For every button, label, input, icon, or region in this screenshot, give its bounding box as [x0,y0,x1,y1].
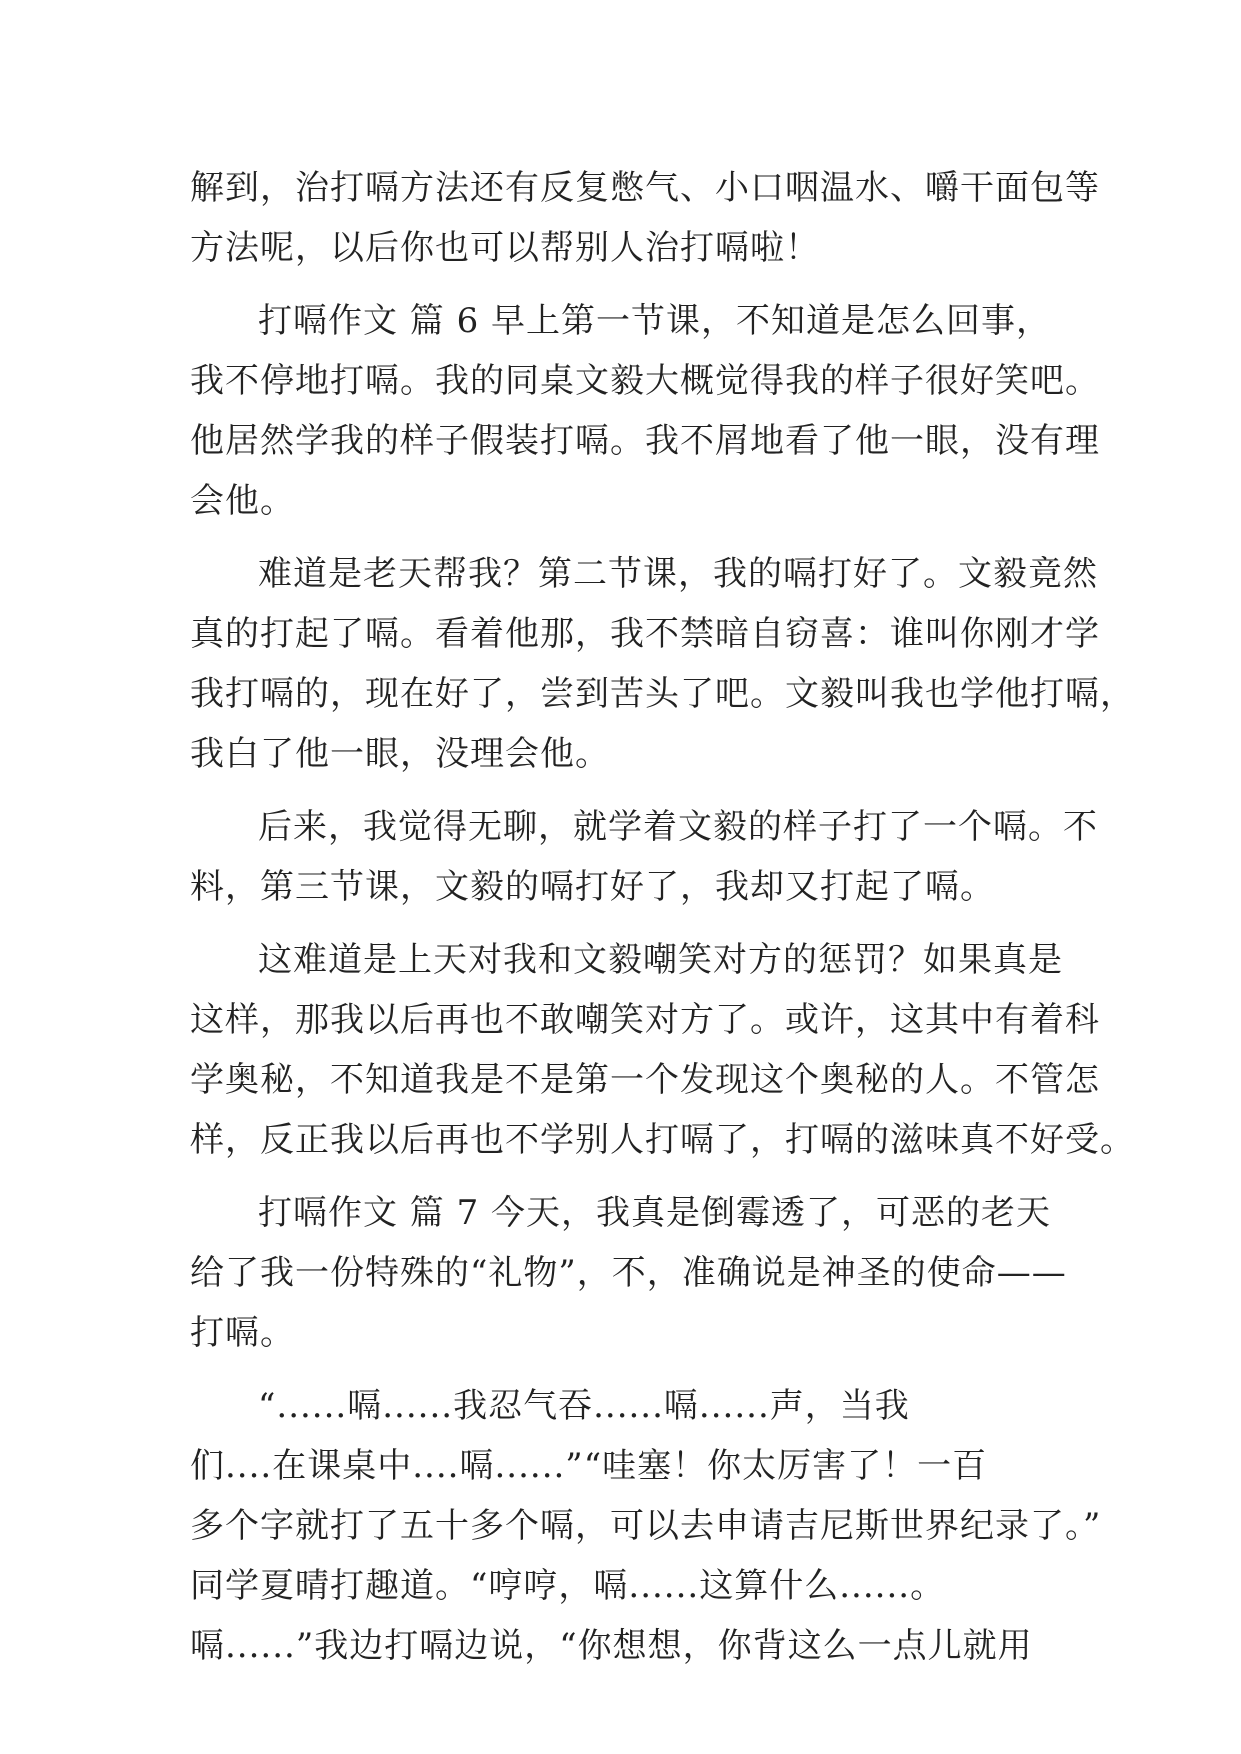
text-line: 解到，治打嗝方法还有反复憋气、小口咽温水、嚼干面包等 [190,168,1100,208]
text-line: 真的打起了嗝。看着他那，我不禁暗自窃喜：谁叫你刚才学 [190,614,1100,654]
text-line: 他居然学我的样子假装打嗝。我不屑地看了他一眼，没有理 [190,421,1100,461]
text-line: 后来，我觉得无聊，就学着文毅的样子打了一个嗝。不 [258,807,1098,847]
text-line: 给了我一份特殊的“礼物”，不，准确说是神圣的使命—— [190,1253,1067,1293]
section-heading-line: 打嗝作文 篇 7 今天，我真是倒霉透了，可恶的老天 [258,1193,1052,1233]
text-line: 会他。 [190,481,295,521]
text-line: 难道是老天帮我？第二节课，我的嗝打好了。文毅竟然 [258,554,1098,594]
text-line: 打嗝。 [190,1313,295,1353]
text-line: 嗝......”我边打嗝边说，“你想想，你背这么一点儿就用 [190,1626,1033,1666]
text-line: 我打嗝的，现在好了，尝到苦头了吧。文毅叫我也学他打嗝， [190,674,1135,714]
text-line: 同学夏晴打趣道。“哼哼，嗝......这算什么......。 [190,1566,946,1606]
text-line: 样，反正我以后再也不学别人打嗝了，打嗝的滋味真不好受。 [190,1120,1135,1160]
section-heading-line: 打嗝作文 篇 6 早上第一节课，不知道是怎么回事， [258,301,1052,341]
text-line: 这难道是上天对我和文毅嘲笑对方的惩罚？如果真是 [258,940,1063,980]
document-body [190,158,1135,1676]
text-line: 我不停地打嗝。我的同桌文毅大概觉得我的样子很好笑吧。 [190,361,1100,401]
text-line: 我白了他一眼，没理会他。 [190,734,610,774]
text-line: “......嗝......我忍气吞......嗝......声，当我 [258,1386,910,1426]
text-line: 料，第三节课，文毅的嗝打好了，我却又打起了嗝。 [190,867,995,907]
text-line: 方法呢，以后你也可以帮别人治打嗝啦！ [190,228,820,268]
text-line: 学奥秘，不知道我是不是第一个发现这个奥秘的人。不管怎 [190,1060,1100,1100]
text-line: 们....在课桌中....嗝......”“哇塞！你太厉害了！一百 [190,1446,988,1486]
text-line: 这样，那我以后再也不敢嘲笑对方了。或许，这其中有着科 [190,1000,1100,1040]
text-line: 多个字就打了五十多个嗝，可以去申请吉尼斯世界纪录了。” [190,1506,1102,1546]
